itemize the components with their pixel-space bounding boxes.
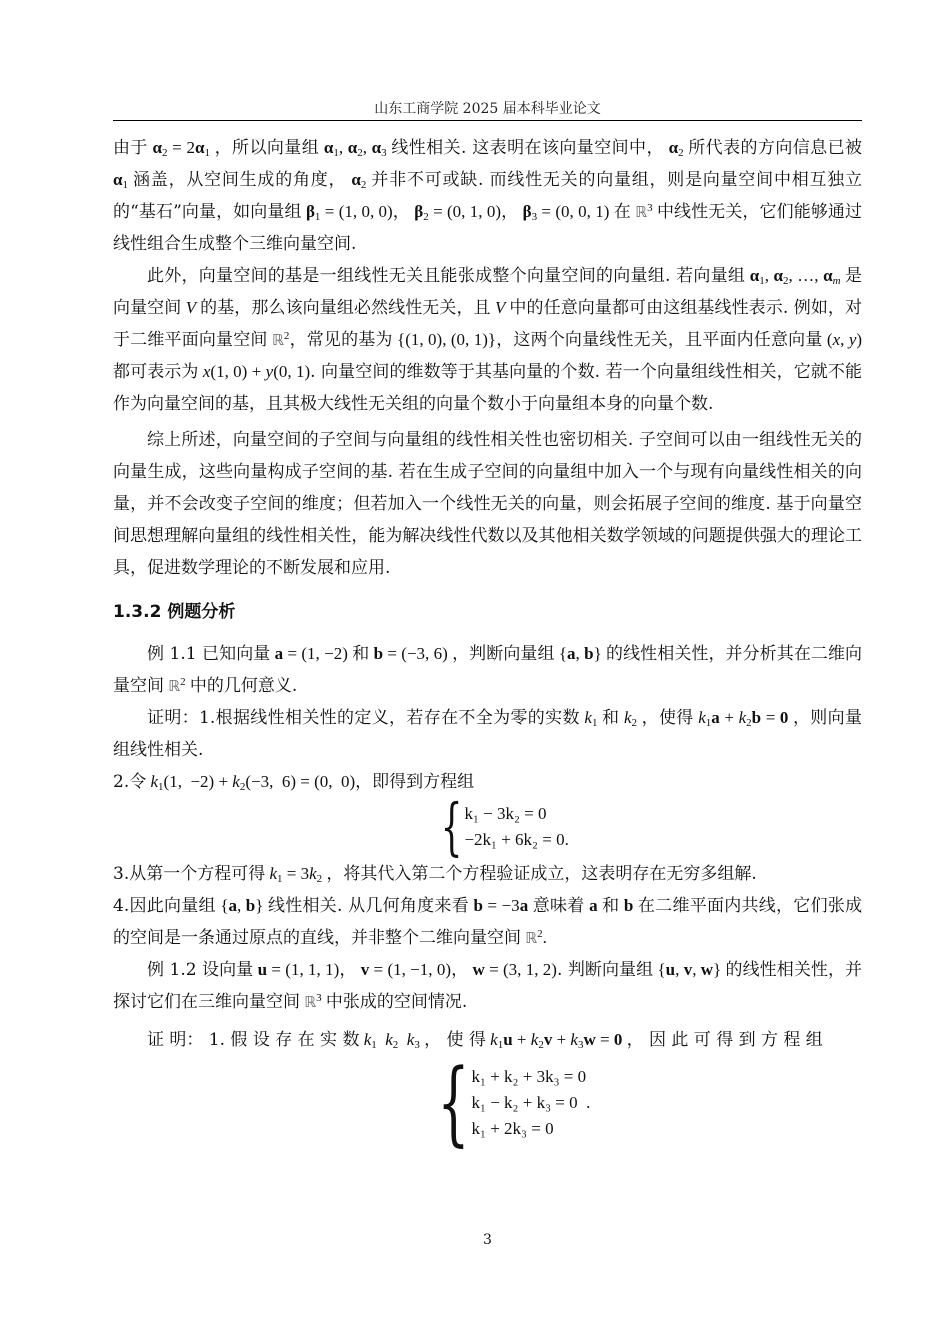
section-title: 1.3.2 例题分析 <box>113 602 236 622</box>
example-1-proof-step-4: 4.因此向量组 {a, b} 线性相关. 从几何角度来看 b = −3a 意味着 a 和 b 在二维平面内共线，它们张成的空间是一条通过原点的直线，并非整个二维向量空间 ℝ$^2$. <box>113 896 863 948</box>
example-1-statement: 例 1.1 已知向量 a = (1, −2) 和 b = (−3, 6) ，判断向量组 {a, b} 的线性相关性，并分析其在二维向量空间 ℝ$^2$ 中的几何意义. <box>113 644 863 696</box>
left-brace: { <box>437 1049 470 1156</box>
equation-system-2 <box>411 1049 862 1156</box>
example-1-proof-step-3: 3.从第一个方程可得 $k_1 = 3k_2$ ，将其代入第二个方程验证成立，这表明存在无穷多组解. <box>113 864 757 885</box>
header-rule <box>113 120 862 121</box>
left-brace: { <box>440 790 463 863</box>
page-header: 山东工商学院 2025 届本科毕业论文 <box>374 101 601 117</box>
paragraph-linear-dependence-example: 由于 $\alpha_2 = 2\alpha_1$ ，所以向量组 $\alpha_1$, $\alpha_2$, $\alpha_3$ 线性相关. 这表明在该向量空间中， $\alpha_2$ 所代表的方向信息已被 $\alpha_1$ 涵盖，从空间生成的角度， $\alpha_2$ 并非不可或缺. 而线性无关的向量组，则是向量空间中相互独立的“基石”向量，如向量组 $\beta_1 = (1$, 0, 0)， $\beta_2 = (0$, 1, 0)， $\beta_3 = (0$, 0, 1) 在 ℝ$^3$ 中线性无关，它们能够通过线性组合生成整个三维向量空间. <box>113 138 863 254</box>
document-body <box>113 132 863 1156</box>
equation-1: k₁ + k₂ + 3k₃ = 0 <box>471 1067 587 1086</box>
equation-2: −2k₁ + 6k₂ = 0. <box>464 830 569 849</box>
example-1-proof-step-1: 证明：1.根据线性相关性的定义，若存在不全为零的实数 $k_1$ 和 $k_2$ ，使得 $k_1a + k_2b = 0$ ，则向量组线性相关. <box>113 708 862 760</box>
equation-3: k₁ + 2k₃ = 0 <box>471 1119 554 1138</box>
paragraph-basis: 此外，向量空间的基是一组线性无关且能张成整个向量空间的向量组. 若向量组 $\alpha_1$, $\alpha_2$, …, $\alpha_m$ 是向量空间 V 的基，那么该向量组必然线性无关，且 V 中的任意向量都可由这组基线性表示. 例如，对于二维平面向量空间 ℝ$^2$，常见的基为 {(1, 0), (0, 1)}，这两个向量线性无关，且平面内任意向量 (x, y) 都可表示为 x(1, 0) + y(0, 1). 向量空间的维数等于其基向量的个数. 若一个向量组线性相关，它就不能作为向量空间的基，且其极大线性无关组的向量个数小于向量组本身的向量个数. <box>113 266 863 414</box>
paragraph-summary: 综上所述，向量空间的子空间与向量组的线性相关性也密切相关. 子空间可以由一组线性无关的向量生成，这些向量构成子空间的基. 若在生成子空间的向量组中加入一个与现有向量线性相关的向量，并不会改变子空间的维度；但若加入一个线性无关的向量，则会拓展子空间的维度. 基于向量空间思想理解向量组的线性相关性，能为解决线性代数以及其他相关数学领域的问题提供强大的理论工具，促进数学理论的不断发展和应用. <box>113 430 862 578</box>
equation-2: k₁ − k₂ + k₃ = 0 . <box>471 1093 591 1112</box>
equation-system-1 <box>423 790 862 863</box>
example-2-proof-step-1: 证 明： 1. 假 设 存 在 实 数 $k_1$ $k_2$ $k_3$ ， 使 得 $k_1u + k_2v + k_3w = 0$ ， 因 此 可 得 到 方 程 组 <box>147 1030 823 1051</box>
equation-1: k₁ − 3k₂ = 0 <box>464 804 547 823</box>
page-number: 3 <box>483 1232 492 1248</box>
example-1-proof-step-2: 2.令 $k_1(1$, $-2) + k_2(-3$, 6) = (0, 0)，即得到方程组 <box>113 772 475 793</box>
example-2-statement: 例 1.2 设向量 u = (1, 1, 1)， v = (1, −1, 0)， w = (3, 1, 2). 判断向量组 {u, v, w} 的线性相关性，并探讨它们在三维向量空间 ℝ$^3$ 中张成的空间情况. <box>113 960 863 1012</box>
